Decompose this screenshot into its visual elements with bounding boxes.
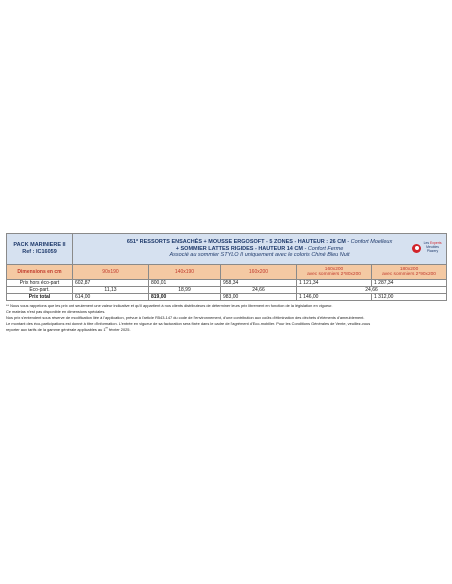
dimension-cell: 160x200 — [221, 265, 297, 280]
pack-name: PACK MARINIERE II — [13, 242, 66, 248]
eco-cell: 11,13 — [73, 287, 149, 294]
price-before-eco-row — [7, 280, 447, 287]
footnote-line: ** Nous vous rappelons que les prix ont seulement une valeur indicative et qu'il appartient à nos clients distributeurs de déterminer leurs prix librement en fonction de la législation en vigueur. — [6, 303, 333, 308]
total-cell: 1 146,00 — [297, 294, 372, 301]
price-cell: 958,34 — [221, 280, 297, 287]
dimensions-label: Dimensions en cm — [7, 265, 73, 280]
footnote-line: Ce matelas n'est pas disponible en dimensions spéciales. — [6, 309, 106, 314]
pack-name-cell — [7, 234, 73, 265]
header-row — [7, 234, 447, 265]
eco-cell: 24,66 — [297, 287, 447, 294]
total-cell: 819,00 — [149, 294, 221, 301]
footnote-line: Le montant des éco-participations est donné à titre d'information. L'entrée en vigueur de sa facturation sera fixée dans le cadre de l'agrément d'Eco-mobilier. Pour les Conditions Générales de Vente, veuillez-vous — [6, 321, 371, 326]
description-line-1: 651* RESSORTS ENSACHÉS + MOUSSE ERGOSOFT - 5 ZONES - HAUTEUR : 26 CM - Confort Moelleux — [126, 239, 393, 246]
description-line-2: + SOMMIER LATTES RIGIDES - HAUTEUR 14 CM - Confort Ferme — [175, 245, 344, 252]
total-price-row — [7, 294, 447, 301]
price-cell: 602,87 — [73, 280, 149, 287]
price-cell: 800,01 — [149, 280, 221, 287]
total-cell: 1 312,00 — [372, 294, 447, 301]
dimension-cell: 160x200 avec sommiers 2*80x200 — [297, 265, 372, 280]
total-cell: 983,00 — [221, 294, 297, 301]
eco-cell: 18,99 — [149, 287, 221, 294]
dimension-cell: 140x190 — [149, 265, 221, 280]
price-table — [6, 233, 447, 301]
description-line-3: Associé au sommier STYLO II uniquement avec le coloris Chiné Bleu Nuit — [169, 252, 350, 259]
footnotes — [6, 303, 446, 333]
dimension-cell: 180x200 avec sommiers 2*90x200 — [372, 265, 447, 280]
brand-logo: Les Experts Meubles Plazery — [412, 241, 442, 255]
product-description-cell — [73, 234, 447, 265]
price-cell: 1 121,34 — [297, 280, 372, 287]
footnote-line: Nos prix s'entendent sous réserve de modification liée à l'application, prévue à l'article R543-147 du code de l'environnement, d'une contribution aux coûts d'élimination des déchets d'éléments d'ameublement. — [6, 315, 365, 320]
total-cell: 614,00 — [73, 294, 149, 301]
pack-ref: Ref : IC16059 — [22, 249, 57, 255]
row-label: Prix total — [7, 294, 73, 301]
price-cell: 1 287,34 — [372, 280, 447, 287]
eco-cell: 24,66 — [221, 287, 297, 294]
dimensions-row — [7, 265, 447, 280]
eco-part-row — [7, 287, 447, 294]
row-label: Eco-part. — [7, 287, 73, 294]
footnote-line: reporter aux tarifs de la gamme générale applicables au 1er février 2025. — [6, 327, 131, 332]
dimension-cell: 90x190 — [73, 265, 149, 280]
logo-ring-icon — [412, 244, 421, 253]
price-sheet — [6, 233, 446, 333]
row-label: Prix hors éco-part — [7, 280, 73, 287]
